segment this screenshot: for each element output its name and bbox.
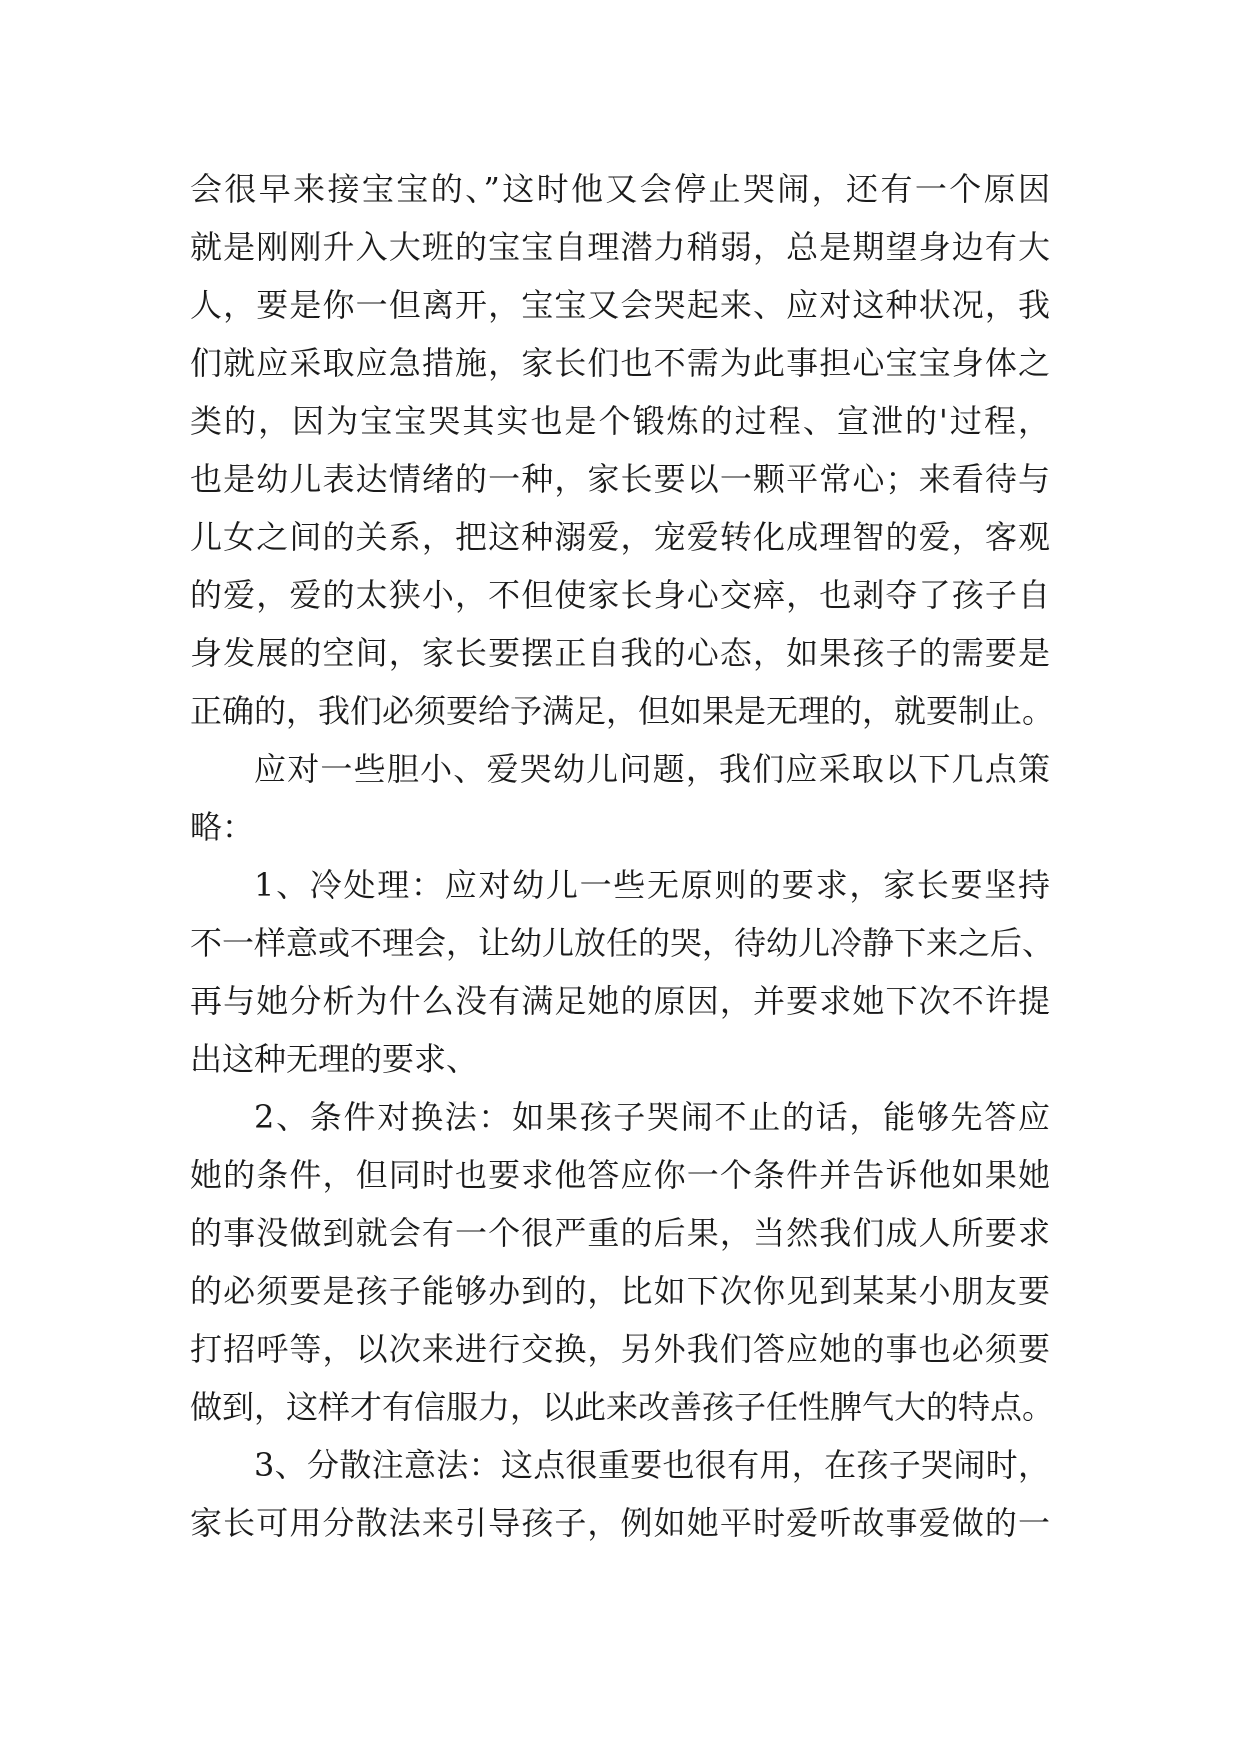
text-line: 的事没做到就会有一个很严重的后果，当然我们成人所要求 (190, 1214, 1050, 1252)
text-line: 会很早来接宝宝的、”这时他又会停止哭闹，还有一个原因 (190, 170, 1050, 208)
list-item-3-start: 3、分散注意法：这点很重要也很有用，在孩子哭闹时， (254, 1446, 1050, 1484)
text-line: 就是刚刚升入大班的宝宝自理潜力稍弱，总是期望身边有大 (190, 228, 1050, 266)
text-line: 正确的，我们必须要给予满足，但如果是无理的，就要制止。 (190, 692, 1055, 730)
list-item-2-start: 2、条件对换法：如果孩子哭闹不止的话，能够先答应 (254, 1098, 1050, 1136)
text-line: 人，要是你一但离开，宝宝又会哭起来、应对这种状况，我 (190, 286, 1050, 324)
text-line: 身发展的空间，家长要摆正自我的心态，如果孩子的需要是 (190, 634, 1050, 672)
text-line: 打招呼等，以次来进行交换，另外我们答应她的事也必须要 (190, 1330, 1050, 1368)
text-line: 再与她分析为什么没有满足她的原因，并要求她下次不许提 (190, 982, 1050, 1020)
text-line: 儿女之间的关系，把这种溺爱，宠爱转化成理智的爱，客观 (190, 518, 1050, 556)
text-line: 略： (190, 808, 255, 846)
text-line: 她的条件，但同时也要求他答应你一个条件并告诉他如果她 (190, 1156, 1050, 1194)
text-line: 们就应采取应急措施，家长们也不需为此事担心宝宝身体之 (190, 344, 1050, 382)
text-line: 类的，因为宝宝哭其实也是个锻炼的过程、宣泄的'过程， (190, 402, 1050, 440)
text-line: 家长可用分散法来引导孩子，例如她平时爱听故事爱做的一 (190, 1504, 1050, 1542)
text-line: 也是幼儿表达情绪的一种，家长要以一颗平常心；来看待与 (190, 460, 1050, 498)
paragraph-start-line: 应对一些胆小、爱哭幼儿问题，我们应采取以下几点策 (254, 750, 1050, 788)
text-line: 的爱，爱的太狭小，不但使家长身心交瘁，也剥夺了孩子自 (190, 576, 1050, 614)
text-line: 做到，这样才有信服力，以此来改善孩子任性脾气大的特点。 (190, 1388, 1055, 1426)
list-item-1-start: 1、冷处理：应对幼儿一些无原则的要求，家长要坚持 (254, 866, 1050, 904)
text-line: 不一样意或不理会，让幼儿放任的哭，待幼儿冷静下来之后、 (190, 924, 1055, 962)
text-line: 的必须要是孩子能够办到的，比如下次你见到某某小朋友要 (190, 1272, 1050, 1310)
body-text (190, 160, 1055, 1552)
text-line: 出这种无理的要求、 (190, 1040, 479, 1078)
